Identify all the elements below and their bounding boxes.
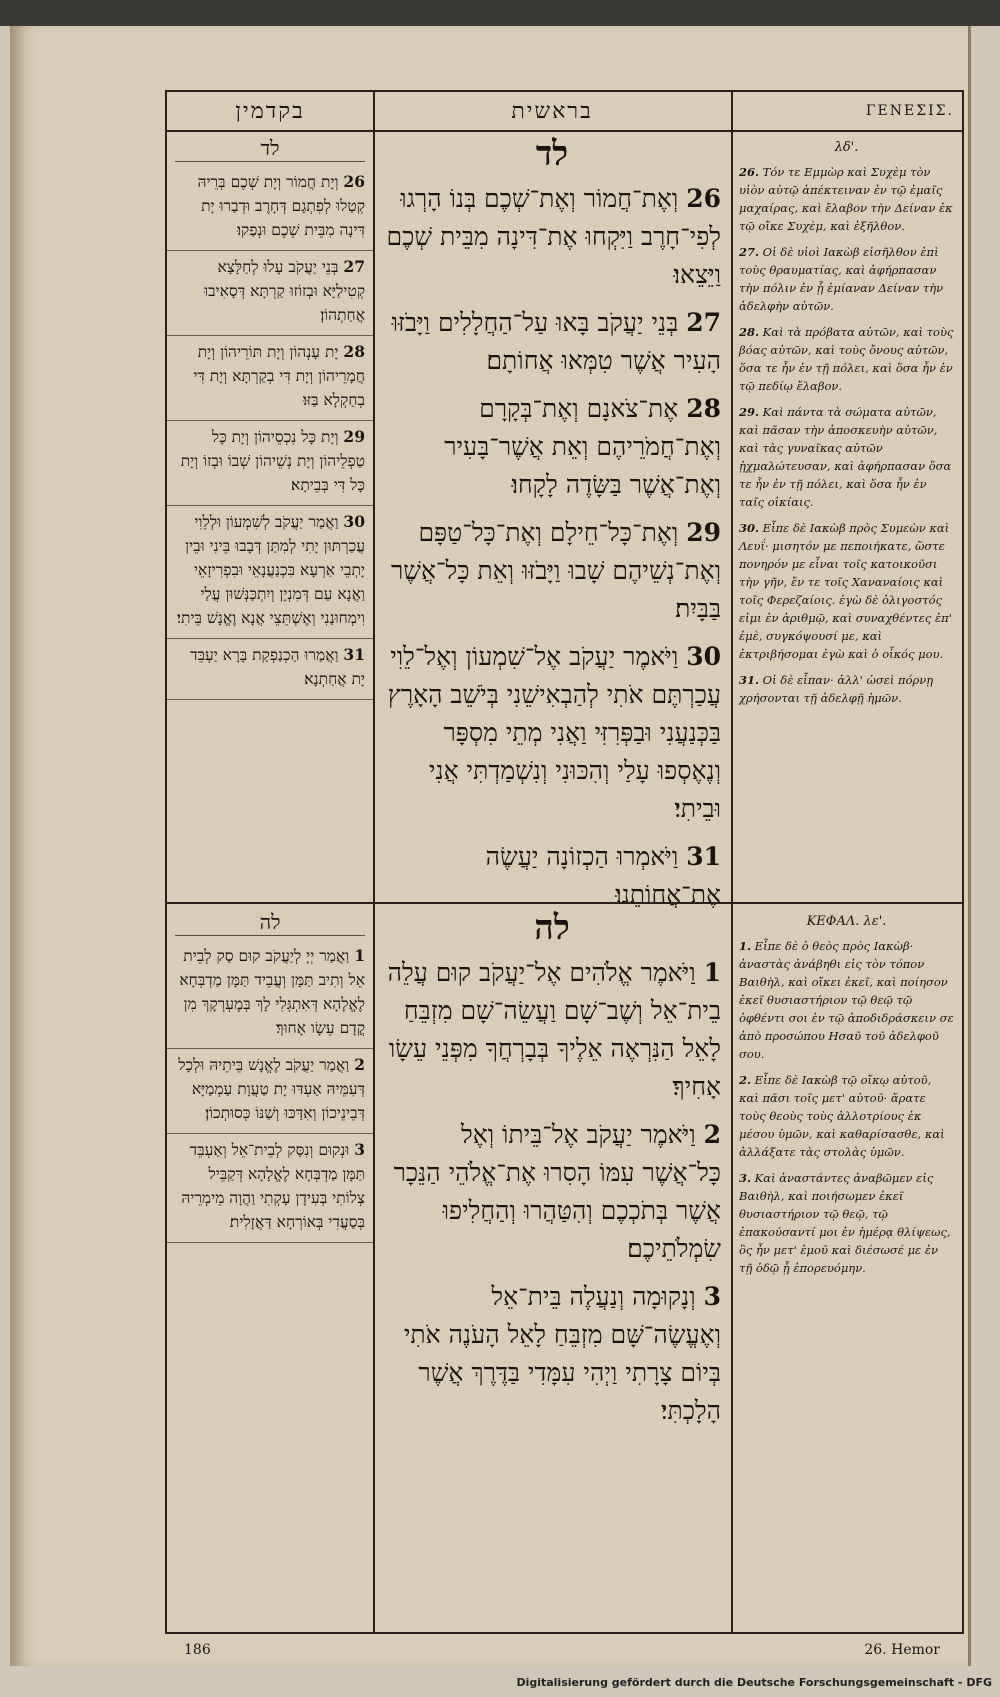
verse-number: 1 [354, 946, 365, 965]
verse [373, 1112, 731, 1274]
verse-text: וַאֲמַר יְיָ לְיַעֲקֹב קוּם סַק לְבֵית אֵל וְתִיב תַּמָּן וְעֲבֵיד תַּמָּן מַדְבְּחָא לֶאֱלָהָא דְּאִתְגְּלִי לָךְ בְּמֶעְרְקָךְ מִן קֳדָם עֵשָׂו אָחוּךְ׃ [179, 947, 365, 1037]
hebrew-running-head: בראשית [373, 92, 731, 132]
verse-number: 30. [739, 521, 760, 535]
verse [167, 166, 373, 251]
verse [373, 300, 731, 386]
verse-number: 28 [686, 394, 721, 423]
verse [167, 251, 373, 336]
verse-text: Καὶ πάντα τὰ σώματα αὐτῶν, καὶ πᾶσαν τὴν ἀποσκευὴν αὐτῶν, καὶ τὰς γυναῖκας αὐτῶν ᾐχμαλώτευσαν, καὶ ἀφήρπασαν ὅσα τε ἦν ἐν τῇ πόλει, καὶ ὅσα ἦν ἐν ταῖς οἰκίαις. [739, 405, 952, 509]
verse [373, 510, 731, 634]
verse-number: 26 [343, 172, 365, 191]
verse-text: וּנְקוּם וְנִסַּק לְבֵית־אֵל וְאַעְבֵּד תַּמָּן מַדְבְּחָא לֶאֱלָהָא דְּקַבֵּיל צְלוֹתִי בְּעִידָן עָקְתִי וַהֲוָה מֵימְרֵיהּ בְּסַעֲדִי בְּאוֹרְחָא דַּאֲזָלִית׃ [181, 1141, 365, 1231]
verse-text: וְיָת כָּל נִכְסֵיהוֹן וְיָת כָּל טַפְלֵיהוֹן וְיָת נְשֵׁיהוֹן שְׁבוֹ וּבְזוֹ וְיָת כָּל דִּי בְּבֵיתָא׃ [180, 428, 365, 494]
verse-number: 1. [739, 939, 752, 953]
bottom-rule [165, 1632, 960, 1634]
verse-text: Καὶ ἀναστάντες ἀναβῶμεν εἰς Βαιθὴλ, καὶ ποιήσωμεν ἐκεῖ θυσιαστήριον τῷ θεῷ, τῷ ἐπακούσαντί μοι ἐν ἡμέρᾳ θλίψεως, ὃς ἦν μετ' ἐμοῦ καὶ διέσωσέ με ἐν τῇ ὁδῷ ᾗ ἐπορευόμην. [739, 1171, 951, 1275]
verse [167, 940, 373, 1049]
verse-text: וַאֲמַר יַעֲקֹב לֶאֱנָשׁ בֵּיתֵיהּ וּלְכָל דְּעִמֵּיהּ אַעְדּוּ יָת טַעֲוָת עַמְמַיָּא דְּבֵינֵיכוֹן וְאִדַּכּוּ וְשַׁנּוֹ כְּסוּתְכוֹן׃ [178, 1056, 365, 1122]
greek-chapter-35 [731, 902, 962, 1281]
verse [731, 319, 962, 399]
scan-top-edge [0, 0, 1000, 26]
verse-text: וְאֶת־כָּל־חֵילָם וְאֶת־כָּל־טַפָּם וְאֶת־נְשֵׁיהֶם שָׁבוּ וַיָּבֹזּוּ וְאֵת כָּל־אֲשֶׁר בַּבָּיִת׃ [391, 518, 721, 623]
verse [373, 1274, 731, 1436]
verse-text: וְיָת חֲמוֹר וְיָת שְׁכֶם בְּרֵיהּ קְטַלוּ לְפִתְגָם דְּחָרֶב וּדְבַרוּ יָת דִּינָה מִבֵּית שְׁכֶם וּנְפַקוּ׃ [197, 173, 365, 239]
verse-number: 31 [343, 645, 365, 664]
verse-number: 26 [686, 184, 721, 213]
verse-number: 31. [739, 673, 760, 687]
verse-number: 3 [354, 1140, 365, 1159]
verse [167, 421, 373, 506]
verse-text: Εἶπε δὲ Ιακὼβ πρὸς Συμεὼν καὶ Λευΐ· μισητόν με πεποιήκατε, ὥστε πονηρόν με εἶναι τοῖς κατοικοῦσι τὴν γῆν, ἔν τε τοῖς Χαναναίοις καὶ τοῖς Φερεζαίοις. ἐγὼ δὲ ὀλιγοστός εἰμι ἐν ἀριθμῷ, καὶ συναχθέντες ἐπ' ἐμὲ, συγκόψουσί με, καὶ ἐκτριβήσομαι ἐγὼ καὶ ὁ οἶκός μου. [739, 521, 952, 661]
verse-number: 2. [739, 1073, 752, 1087]
verse-text: אֶת־צֹאנָם וְאֶת־בְּקָרָם וְאֶת־חֲמֹרֵיהֶם וְאֵת אֲשֶׁר־בָּעִיר וְאֶת־אֲשֶׁר בַּשָּׂדֶה לָקָחוּ׃ [444, 394, 721, 499]
verse-number: 31 [686, 842, 721, 871]
verse-text: Καὶ τὰ πρόβατα αὐτῶν, καὶ τοὺς βόας αὐτῶν, καὶ τοὺς ὄνους αὐτῶν, ὅσα τε ἦν ἐν τῇ πόλει, καὶ ὅσα ἦν ἐν τῷ πεδίῳ ἔλαβον. [739, 325, 954, 393]
verse-text: Εἶπε δὲ Ιακὼβ τῷ οἴκῳ αὐτοῦ, καὶ πᾶσι τοῖς μετ' αὐτοῦ· ἄρατε τοὺς θεοὺς τοὺς ἀλλοτρίους ἐκ μέσου ὑμῶν, καὶ καθαρίσασθε, καὶ ἀλλάξατε τὰς στολὰς ὑμῶν. [739, 1073, 945, 1159]
greek-chapter-label-35: ΚΕΦΑΛ. λε'. [806, 914, 887, 929]
polyglot-frame [165, 90, 964, 1634]
verse-text: וַיֹּאמֶר יַעֲקֹב אֶל־בֵּיתוֹ וְאֶל כָּל־אֲשֶׁר עִמּוֹ הָסִרוּ אֶת־אֱלֹהֵי הַנֵּכָר אֲשֶׁר בְּתֹכְכֶם וְהִטַּהֲרוּ וְהַחֲלִיפוּ שִׂמְלֹתֵיכֶם׃ [393, 1120, 721, 1263]
verse [167, 1049, 373, 1134]
verse-number: 26. [739, 165, 760, 179]
verse-number: 2 [354, 1055, 365, 1074]
verse-text: Οἱ δὲ εἶπαν· ἀλλ' ὡσεὶ πόρνῃ χρήσονται τῇ ἀδελφῇ ἡμῶν. [739, 673, 934, 705]
greek-chapter-label: λδ'. [834, 140, 859, 155]
verse-number: 2 [703, 1120, 721, 1149]
verse-number: 30 [686, 642, 721, 671]
verse [167, 1134, 373, 1243]
verse-number: 29 [343, 427, 365, 446]
hebrew-chapter-label-35: לה [534, 908, 570, 948]
verse-text: Οἱ δὲ υἱοὶ Ιακὼβ εἰσῆλθον ἐπὶ τοὺς θραυματίας, καὶ ἀφήρπασαν τὴν πόλιν ἐν ᾗ ἐμίαναν Δείναν τὴν ἀδελφὴν αὐτῶν. [739, 245, 944, 313]
verse-number: 29. [739, 405, 760, 419]
hebrew-chapter-35 [373, 902, 731, 1436]
page-number: 186 [184, 1642, 211, 1658]
verse-text: בְּנֵי יַעֲקֹב בָּאוּ עַל־הַחֲלָלִים וַיָּבֹזּוּ הָעִיר אֲשֶׁר טִמְּאוּ אֲחוֹתָם׃ [391, 308, 721, 375]
verse-text: Εἶπε δὲ ὁ θεὸς πρὸς Ιακὼβ· ἀναστὰς ἀνάβηθι εἰς τὸν τόπον Βαιθὴλ, καὶ οἴκει ἐκεῖ, καὶ ποίησον ἐκεῖ θυσιαστήριον τῷ θεῷ τῷ ὀφθέντι σοι ἐν τῷ ἀποδιδράσκειν σε ἀπὸ προσώπου Ησαῦ τοῦ ἀδελφοῦ σου. [739, 939, 954, 1061]
verse [373, 176, 731, 300]
verse-number: 30 [343, 512, 365, 531]
aramaic-chapter-35 [167, 902, 373, 1243]
hebrew-chapter-34 [373, 130, 731, 920]
aramaic-chapter-label-35: לה [175, 910, 365, 936]
verse-number: 29 [686, 518, 721, 547]
verse [167, 639, 373, 700]
verse-text: וַיֹּאמֶר יַעֲקֹב אֶל־שִׁמְעוֹן וְאֶל־לֵוִי עֲכַרְתֶּם אֹתִי לְהַבְאִישֵׁנִי בְּיֹשֵׁב הָאָרֶץ בַּכְּנַעֲנִי וּבַפְּרִזִּי וַאֲנִי מְתֵי מִסְפָּר וְנֶאֶסְפוּ עָלַי וְהִכּוּנִי וְנִשְׁמַדְתִּי אֲנִי וּבֵיתִי׃ [387, 642, 721, 823]
greek-chapter-34 [731, 130, 962, 711]
verse-number: 3. [739, 1171, 752, 1185]
verse-text: וְנָקוּמָה וְנַעֲלֶה בֵּית־אֵל וְאֶעֱשֶׂה־שָּׁם מִזְבֵּחַ לָאֵל הָעֹנֶה אֹתִי בְּיוֹם צָרָתִי וַיְהִי עִמָּדִי בַּדֶּרֶךְ אֲשֶׁר הָלָכְתִּי׃ [403, 1282, 721, 1425]
verse [373, 634, 731, 834]
verse-number: 28 [343, 342, 365, 361]
catchword: 26. Hemor [864, 1642, 940, 1658]
verse-number: 3 [703, 1282, 721, 1311]
verse [731, 159, 962, 239]
verse-text: וַיֹּאמְרוּ הַכְזוֹנָה יַעֲשֶׂה אֶת־אֲחוֹתֵנוּ׃ [485, 842, 721, 909]
verse [731, 667, 962, 711]
verse [373, 950, 731, 1112]
verse [731, 239, 962, 319]
verse-number: 27. [739, 245, 760, 259]
verse [167, 506, 373, 639]
digitization-credit: Digitalisierung gefördert durch die Deutsche Forschungsgemeinschaft - DFG [516, 1676, 992, 1689]
verse-number: 27 [686, 308, 721, 337]
verse [731, 1165, 962, 1281]
verse [167, 336, 373, 421]
hebrew-chapter-label: לד [535, 134, 569, 174]
verse-number: 27 [343, 257, 365, 276]
aramaic-running-head: בקדמין [167, 92, 373, 132]
verse [731, 933, 962, 1067]
verse [731, 1067, 962, 1165]
verse [731, 515, 962, 667]
greek-running-head: ΓΕΝΕΣΙΣ. [731, 92, 962, 132]
verse-text: בְּנֵי יַעֲקֹב עָלוּ לְחַלָּצָא קְטִילַיָּא וּבְזוֹזוּ קַרְתָּא דְּסָאִיבוּ אֲחַתְהוֹן׃ [204, 258, 365, 324]
verse-text: Τόν τε Εμμὼρ καὶ Συχὲμ τὸν υἱὸν αὐτῷ ἀπέκτειναν ἐν τῷ ἐμαῖς μαχαίρας, καὶ ἔλαβον τὴν Δείναν ἐκ τῷ οἴκε Συχὲμ, καὶ ἐξῆλθον. [739, 165, 953, 233]
verse-number: 1 [703, 958, 721, 987]
verse-text: יָת עָנְהוֹן וְיָת תּוֹרֵיהוֹן וְיָת חֲמָרֵיהוֹן וְיָת דִּי בְקַרְתָּא וְיָת דִּי בְחַקְלָא בַּזּוּ׃ [193, 343, 365, 409]
verse-text: וְאֶת־חֲמוֹר וְאֶת־שְׁכֶם בְּנוֹ הָרְגוּ לְפִי־חָרֶב וַיִּקְחוּ אֶת־דִּינָה מִבֵּית שְׁכֶם וַיֵּצֵאוּ׃ [386, 184, 721, 289]
verse [373, 386, 731, 510]
aramaic-chapter-34 [167, 130, 373, 700]
verse [731, 399, 962, 515]
verse-text: וַאֲמַר יַעֲקֹב לְשִׁמְעוֹן וּלְלֵוִי עֲכַרְתּוּן יָתִי לְמִתַּן דְּבָבוּ בֵּינִי וּבֵין יָתְבֵי אַרְעָא בִּכְנַעֲנָאֵי וּבִפְרִיזָאֵי וַאֲנָא עַם דְּמִנְיָן וְיִתְכַּנְּשׁוּן עֲלַי וִימְחוּנַנִי וְאֶשְׁתֵּצֵי אֲנָא וֶאֱנָשׁ בֵּיתִי׃ [176, 513, 365, 627]
verse-text: וַיֹּאמֶר אֱלֹהִים אֶל־יַעֲקֹב קוּם עֲלֵה בֵית־אֵל וְשֶׁב־שָׁם וַעֲשֵׂה־שָׁם מִזְבֵּחַ לָאֵל הַנִּרְאֶה אֵלֶיךָ בְּבָרְחֲךָ מִפְּנֵי עֵשָׂו אָחִיךָ׃ [387, 958, 721, 1101]
verse-number: 28. [739, 325, 760, 339]
verse-text: וַאֲמַרוּ הַכְנַפְקַת בָּרָא יַעְבֵּד יָת אֲחַתְנָא׃ [190, 646, 365, 688]
aramaic-chapter-label: לד [175, 136, 365, 162]
